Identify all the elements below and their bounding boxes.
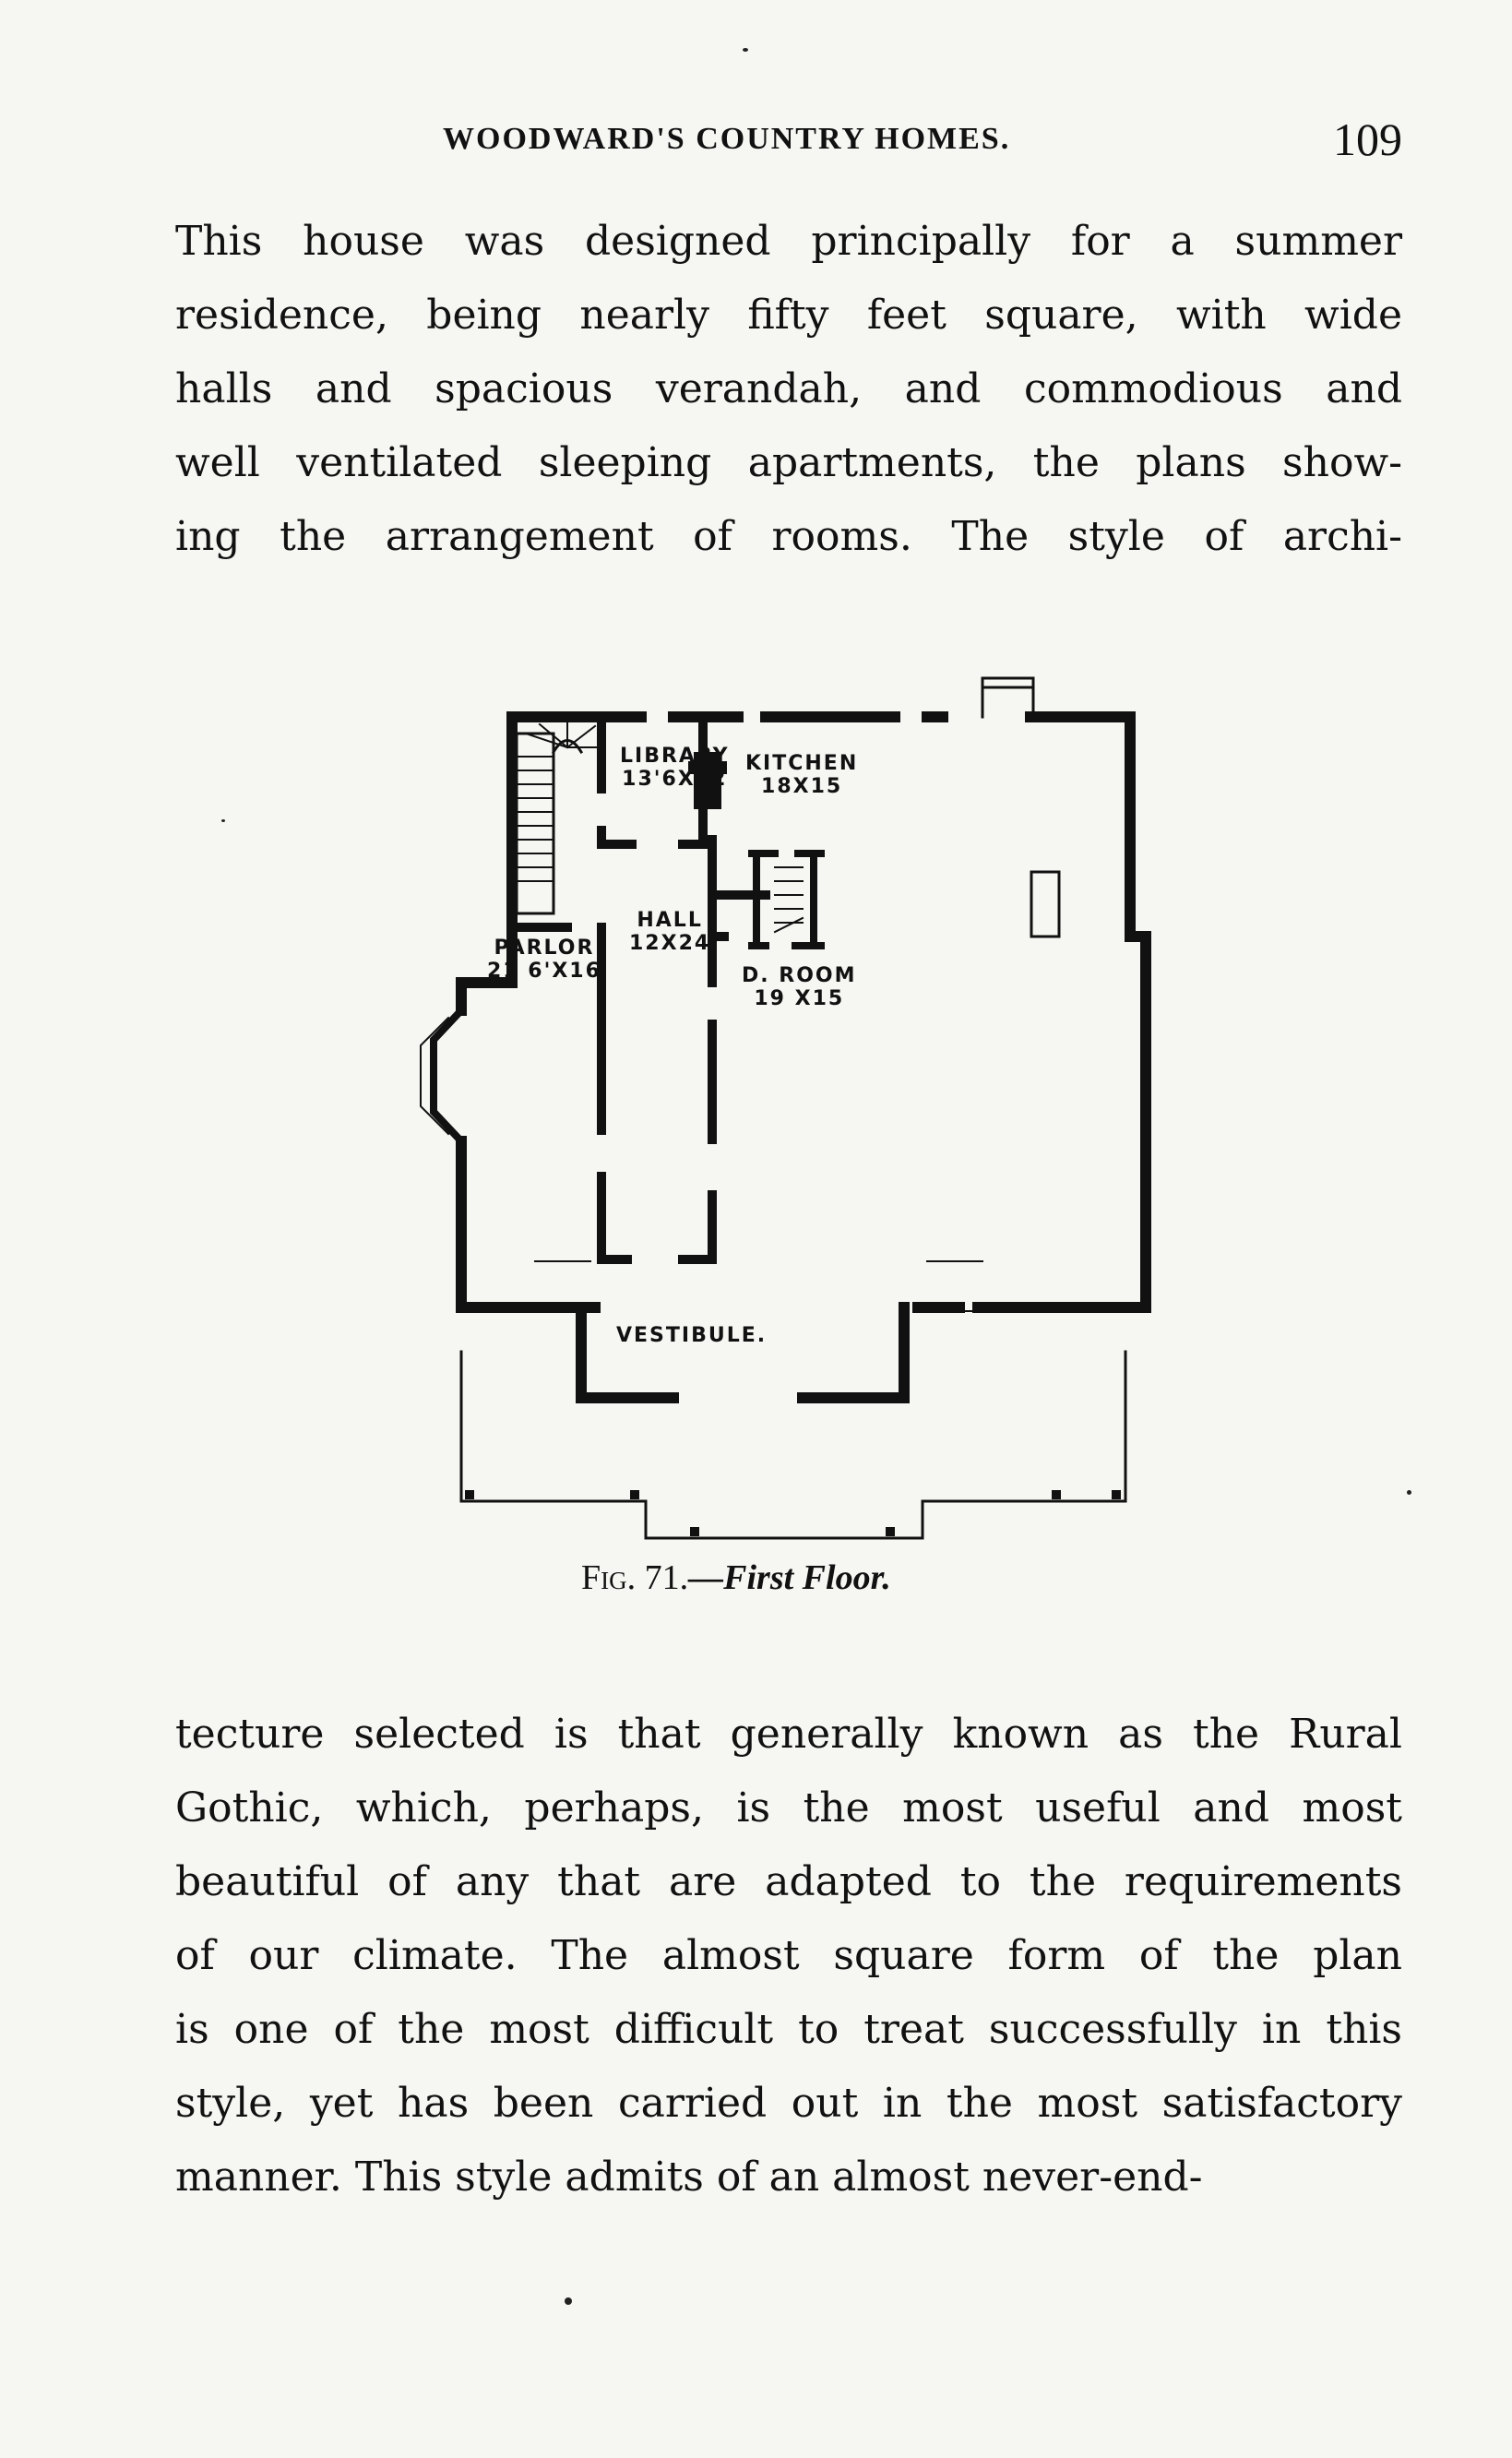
kitchen-label [745, 752, 858, 798]
paragraph-2 [175, 1698, 1402, 2214]
running-head: WOODWARD'S COUNTRY HOMES. [443, 122, 1011, 156]
text-line: manner. This style admits of an almost never-end- [175, 2154, 1203, 2201]
parlor-label [487, 937, 601, 983]
figure-caption [581, 1557, 891, 1598]
outer-walls [461, 717, 1146, 1307]
text-line: well ventilated sleeping apartments, the plans show- [175, 439, 1402, 486]
side-closet [1031, 872, 1059, 937]
bay-window [434, 1010, 461, 1141]
text-line: of our climate. The almost square form of the plan [175, 1932, 1402, 1979]
kitchen-porch [982, 678, 1033, 717]
text-line: ing the arrangement of rooms. The style of archi- [175, 513, 1402, 560]
room-size: 18X15 [761, 775, 843, 798]
room-name: PARLOR [494, 937, 595, 960]
text-line: This house was designed principally for a summer [175, 218, 1402, 265]
figure-number: Fig. 71. [581, 1558, 689, 1597]
room-name: VESTIBULE. [616, 1324, 768, 1347]
floor-plan-figure [369, 660, 1199, 1573]
room-name: KITCHEN [745, 752, 859, 775]
room-size: 12X24 [629, 932, 711, 955]
figure-title: —First Floor. [688, 1558, 891, 1597]
kitchen-stair-treads [775, 867, 803, 932]
print-speck [565, 2297, 572, 2305]
text-line: halls and spacious verandah, and commodious and [175, 365, 1402, 412]
vestibule-walls [581, 1307, 904, 1398]
hall-label [629, 909, 710, 955]
page-header [175, 109, 1402, 173]
print-speck [221, 819, 225, 822]
windows [461, 770, 1150, 1379]
main-stair [517, 734, 581, 913]
room-size: 13'6X12 [622, 768, 728, 791]
dining-room-label [742, 964, 857, 1010]
porch-posts [465, 1490, 1121, 1536]
text-line: Gothic, which, perhaps, is the most useful and most [175, 1784, 1402, 1832]
library-label [620, 745, 730, 791]
print-speck [1407, 1490, 1411, 1495]
verandah-outline [461, 1352, 1125, 1538]
room-size: 19 X15 [754, 987, 845, 1010]
text-line: style, yet has been carried out in the most satisfactory [175, 2080, 1402, 2127]
text-line: residence, being nearly fifty feet square, with wide [175, 292, 1402, 339]
room-name: LIBRARY [620, 745, 730, 768]
print-speck [743, 48, 748, 52]
paragraph-1 [175, 205, 1402, 574]
room-name: HALL [637, 909, 703, 932]
text-line: beautiful of any that are adapted to the requirements [175, 1858, 1402, 1905]
room-size: 21 6'X16 [487, 960, 601, 983]
vestibule-label [616, 1324, 767, 1347]
text-line: tecture selected is that generally known as the Rural [175, 1711, 1402, 1758]
text-line: is one of the most difficult to treat successfully in this [175, 2006, 1402, 2053]
page-number: 109 [1333, 113, 1402, 165]
room-name: D. ROOM [742, 964, 857, 987]
